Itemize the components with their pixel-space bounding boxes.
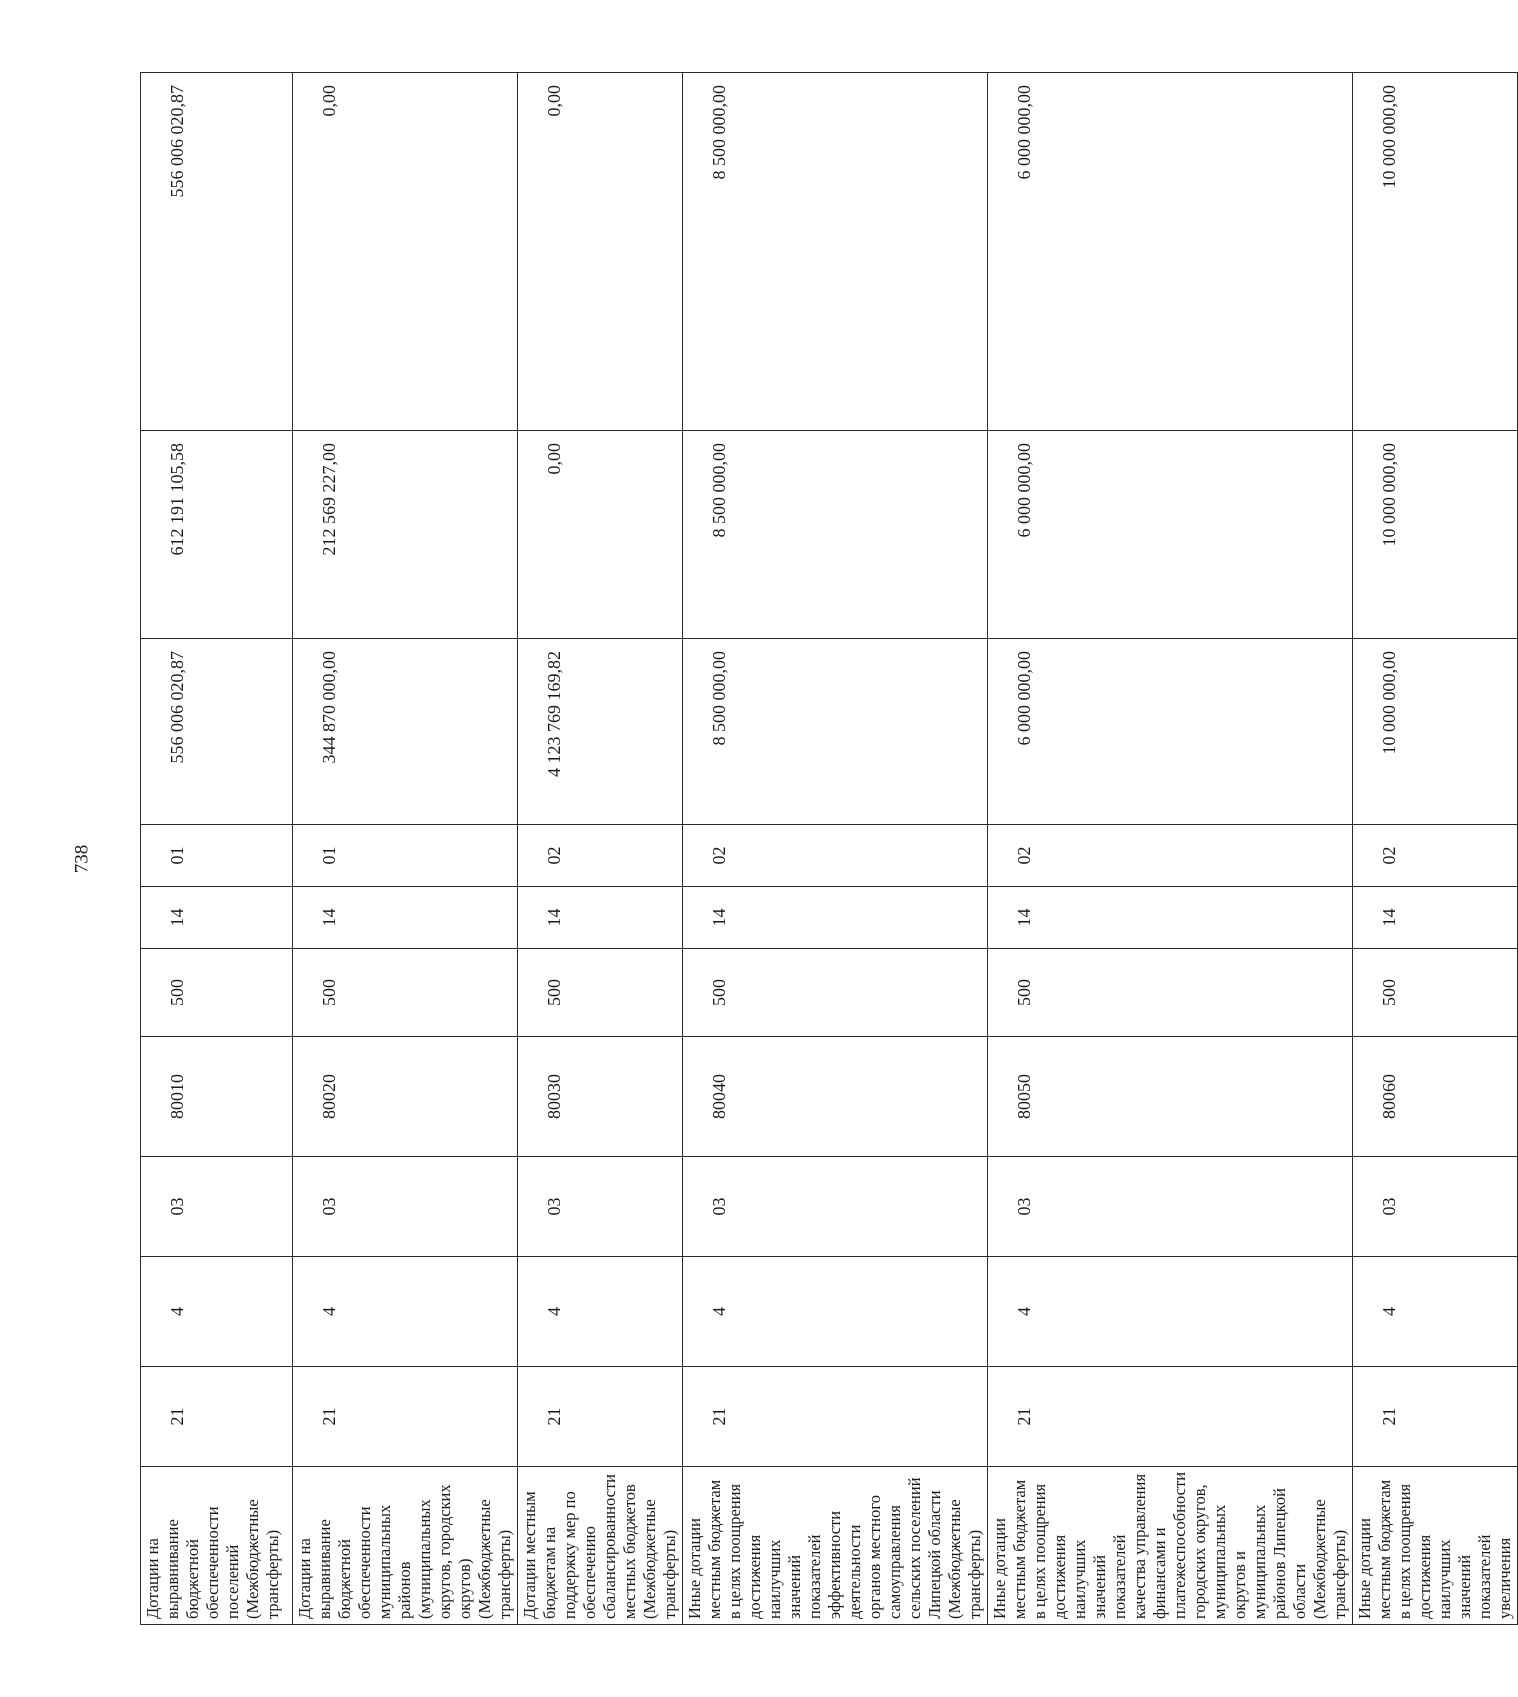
table-row (683, 73, 988, 1625)
code-cell-2: 4 (141, 1257, 293, 1367)
code-cell-4: 80030 (518, 1037, 683, 1157)
amount-cell-2: 612 191 105,58 (141, 431, 293, 639)
code-cell-4: 80040 (683, 1037, 988, 1157)
code-cell-7: 01 (141, 825, 293, 887)
table-row (988, 73, 1353, 1625)
amount-cell-3: 0,00 (518, 73, 683, 431)
code-cell-1: 21 (293, 1367, 518, 1467)
amount-cell-2: 0,00 (518, 431, 683, 639)
amount-cell-2: 10 000 000,00 (1353, 431, 1518, 639)
code-cell-3: 03 (518, 1157, 683, 1257)
code-cell-1: 21 (1353, 1367, 1518, 1467)
row-name-cell: Дотации на выравнивание бюджетной обеспеченности поселений (Межбюджетные трансферты) (141, 1467, 293, 1625)
row-name-cell: Иные дотации местным бюджетам в целях поощрения достижения наилучших значений показателей эффективности деятельности органов местного самоуправления сельских поселений Липецкой области (Межбюджетные трансферты) (683, 1467, 988, 1625)
code-cell-4: 80010 (141, 1037, 293, 1157)
code-cell-6: 14 (293, 887, 518, 949)
code-cell-2: 4 (518, 1257, 683, 1367)
amount-cell-3: 556 006 020,87 (141, 73, 293, 431)
amount-cell-1: 344 870 000,00 (293, 639, 518, 825)
code-cell-7: 01 (293, 825, 518, 887)
code-cell-5: 500 (988, 949, 1353, 1037)
code-cell-1: 21 (988, 1367, 1353, 1467)
budget-table-frame (140, 73, 1514, 1625)
code-cell-1: 21 (683, 1367, 988, 1467)
code-cell-5: 500 (683, 949, 988, 1037)
amount-cell-2: 8 500 000,00 (683, 431, 988, 639)
row-name-cell: Иные дотации местным бюджетам в целях поощрения достижения наилучших значений показателей увеличения (1353, 1467, 1518, 1625)
row-name-cell: Иные дотации местным бюджетам в целях поощрения достижения наилучших значений показателей качества управления финансами и платежеспособности городских округов, муниципальных округов и муниципальных районов Липецкой области (Межбюджетные трансферты) (988, 1467, 1353, 1625)
code-cell-2: 4 (1353, 1257, 1518, 1367)
code-cell-7: 02 (988, 825, 1353, 887)
table-row (293, 73, 518, 1625)
code-cell-5: 500 (141, 949, 293, 1037)
amount-cell-3: 6 000 000,00 (988, 73, 1353, 431)
amount-cell-1: 6 000 000,00 (988, 639, 1353, 825)
code-cell-6: 14 (1353, 887, 1518, 949)
amount-cell-3: 0,00 (293, 73, 518, 431)
code-cell-5: 500 (1353, 949, 1518, 1037)
code-cell-6: 14 (683, 887, 988, 949)
code-cell-4: 80050 (988, 1037, 1353, 1157)
table-row (141, 73, 293, 1625)
table-row (518, 73, 683, 1625)
row-name-cell: Дотации местным бюджетам на поддержку мер по обеспечению сбалансированности местных бюджетов (Межбюджетные трансферты) (518, 1467, 683, 1625)
code-cell-7: 02 (683, 825, 988, 887)
amount-cell-1: 10 000 000,00 (1353, 639, 1518, 825)
code-cell-3: 03 (683, 1157, 988, 1257)
row-name-cell: Дотации на выравнивание бюджетной обеспеченности муниципальных районов (муниципальных округов, городских округов) (Межбюджетные трансферты) (293, 1467, 518, 1625)
code-cell-1: 21 (141, 1367, 293, 1467)
code-cell-3: 03 (141, 1157, 293, 1257)
amount-cell-1: 8 500 000,00 (683, 639, 988, 825)
code-cell-2: 4 (293, 1257, 518, 1367)
code-cell-7: 02 (1353, 825, 1518, 887)
code-cell-1: 21 (518, 1367, 683, 1467)
code-cell-6: 14 (518, 887, 683, 949)
code-cell-6: 14 (141, 887, 293, 949)
amount-cell-2: 6 000 000,00 (988, 431, 1353, 639)
code-cell-6: 14 (988, 887, 1353, 949)
code-cell-3: 03 (293, 1157, 518, 1257)
code-cell-4: 80060 (1353, 1037, 1518, 1157)
code-cell-4: 80020 (293, 1037, 518, 1157)
code-cell-2: 4 (988, 1257, 1353, 1367)
page-number: 738 (71, 844, 93, 874)
code-cell-5: 500 (293, 949, 518, 1037)
code-cell-5: 500 (518, 949, 683, 1037)
amount-cell-2: 212 569 227,00 (293, 431, 518, 639)
table-row (1353, 73, 1518, 1625)
amount-cell-3: 8 500 000,00 (683, 73, 988, 431)
code-cell-3: 03 (1353, 1157, 1518, 1257)
code-cell-7: 02 (518, 825, 683, 887)
amount-cell-1: 4 123 769 169,82 (518, 639, 683, 825)
amount-cell-1: 556 006 020,87 (141, 639, 293, 825)
code-cell-2: 4 (683, 1257, 988, 1367)
amount-cell-3: 10 000 000,00 (1353, 73, 1518, 431)
code-cell-3: 03 (988, 1157, 1353, 1257)
budget-table (140, 72, 1518, 1625)
